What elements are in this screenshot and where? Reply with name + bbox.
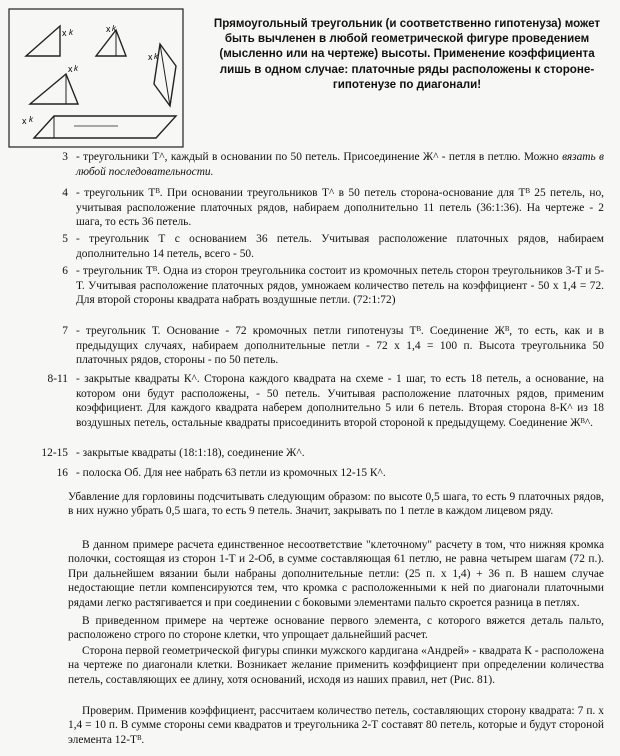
step-number: 12-15 [41,447,68,459]
step-number: 6 [62,265,68,277]
paragraph: Проверим. Применив коэффициент, рассчитаем количество петель, составляющих сторону квадрата: 7 п. х 1,4 = 10 п. В сумме стороны семи квадратов и треугольника 2-Т составят 80 петель, которые и будут стороной элемента 12-Тᴮ. [68,705,604,746]
step-text: - треугольники Т^, каждый в основании по 50 петель. Присоединение Ж^ - петля в петлю. Можно вязать в любой последовательности. [76,151,604,178]
section-heading: Прямоугольный треугольник (и соответственно гипотенуза) может быть вычленен в любой геометрической фигуре проведением (мысленно или на чертеже) высоты. Применение коэффициента лишь в одном случае: платочные ряды расположены к стороне-гипотенузе по диагонали! [213,17,601,91]
figure-label-k5: k [29,115,33,124]
paragraph: В приведенном примере на чертеже основание первого элемента, с которого вяжется деталь пальто, расположено строго по стороне клетки, что упрощает дальнейший расчет. [68,615,604,642]
step-text: - треугольник Т с основанием 36 петель. Учитывая расположение платочных рядов, набираем дополнительно 14 петель, всего - 50. [76,233,604,260]
step-text: - закрытые квадраты (18:1:18), соединение Ж^. [76,447,305,459]
figure-label-x3: x [148,52,153,62]
paragraph: В данном примере расчета единственное несоответствие "клеточному" расчету в том, что нижняя кромка полочки, состоящая из сторон 1-Т и 2-Об, в сумме составляющая 61 петлю, не равна четырем шагам (72 п.). При дальнейшем вязании были набраны дополнительные петли: (25 п. х 1,4) + 36 п. В нашем случае недостающие петли компенсируются тем, что кромка с расположенными к ней по диагонали платочными рядами легко растягивается и при соединении с боковыми элементами пальто скроется разница в петлях. [68,539,604,609]
figure-label-k2: k [112,24,116,33]
step-number: 3 [62,151,68,163]
paragraph: Убавление для горловины подсчитывать следующим образом: по высоте 0,5 шага, то есть 9 платочных рядов, в них нужно убрать 0,5 шага, то есть 9 петель. Значит, закрывать по 1 петле в каждом лицевом ряду. [68,491,604,518]
step-text: - полоска Об. Для нее набрать 63 петли из кромочных 12-15 К^. [76,467,386,479]
figure-label-k3: k [154,52,158,61]
step-text: - закрытые квадраты К^. Сторона каждого квадрата на схеме - 1 шаг, то есть 18 петель, а основание, на котором они будут расположены, - 50 петель. Учитывая расположение платочных рядов, применим коэффициент. Для каждого квадрата наберем дополнительно 5 или 6 петель. Вторая сторона 8-К^ из 18 воздушных петель, остальные квадраты присоединить второй стороной к предыдущему. Соединение Жᴮ^. [76,373,604,429]
figure-label-k4: k [74,64,78,73]
step-italic-note: вязать в любой последовательности. [76,151,604,178]
triangle-1 [26,26,60,56]
step-text: - треугольник Тᴮ. При основании треугольников Т^ в 50 петель сторона-основание для Тᴮ 25 петель, но, учитывая расположение платочных рядов, набираем дополнительно 11 петель (36:1:36). На чертеже - 2 шага, то есть 36 петель. [76,187,604,229]
step-number: 4 [62,187,68,199]
paragraph: Сторона первой геометрической фигуры спинки мужского кардигана «Андрей» - квадрата К - расположена на чертеже по диагонали клетки. Возникает желание применить коэффициент при определении количества петель, составляющих ее длину, хотя оснований, исходя из наших правил, нет (Рис. 81). [68,645,604,686]
figure-label-k1: k [69,28,73,37]
step-number: 5 [62,233,68,245]
figure-label-x1: x [62,28,67,38]
step-text: - треугольник Тᴮ. Одна из сторон треугольника состоит из кромочных петель сторон треугольников 3-Т и 5-Т. Учитывая расположение платочных рядов, умножаем количество петель на коэффициент - 50 х 1,4 = 72. Для второй стороны квадрата набрать воздушные петли. (72:1:72) [76,265,604,307]
figure-label-x4: x [68,64,73,74]
figure-label-x5: x [22,116,27,126]
triangle-diagram-figure [8,8,184,148]
triangle-2 [96,30,126,56]
step-number: 8-11 [47,373,68,385]
figure-label-x2: x [106,24,111,34]
step-number: 7 [62,325,68,337]
triangle-3 [30,74,78,104]
step-number: 16 [56,467,68,479]
parallelogram-shape [34,116,176,138]
step-text: - треугольник Т. Основание - 72 кромочных петли гипотенузы Тᴮ. Соединение Жᴮ, то есть, как и в предыдущих случаях, набираем дополнительные петли - 72 х 1,4 = 100 п. Высота треугольника 50 платочных рядов, стороны - по 50 петель. [76,325,604,367]
